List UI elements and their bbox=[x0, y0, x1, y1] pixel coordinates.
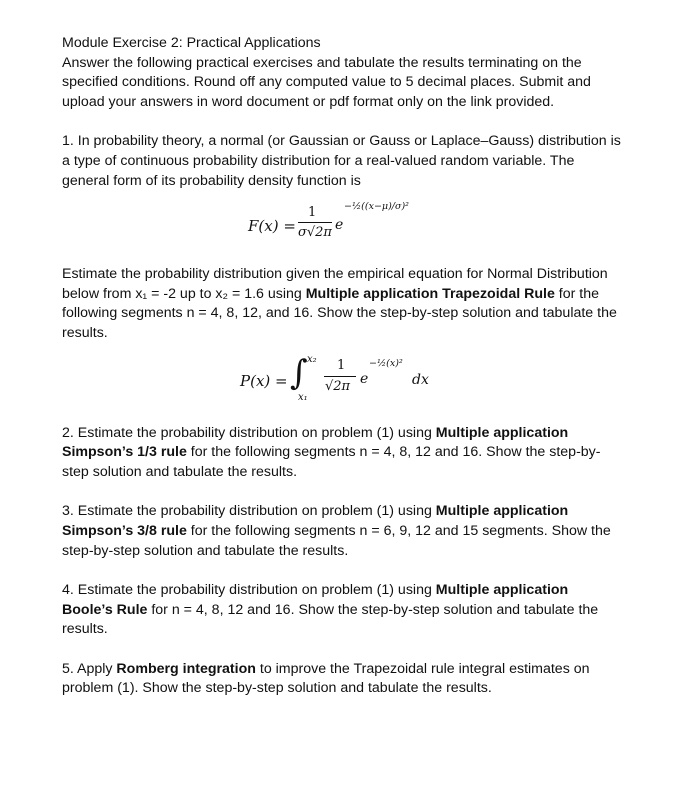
integral-fraction-bar bbox=[324, 376, 356, 377]
q3-post: for the following segments n = 6, 9, 12 and 15 segments. Show the step-by-step solution and tabulate the results. bbox=[62, 522, 611, 559]
question-1-text: 1. In probability theory, a normal (or Gaussian or Gauss or Laplace–Gauss) distribution is a type of continuous probability distribution for a real-valued random variable. The general form of its probability density function is bbox=[62, 133, 621, 189]
formula-e: e bbox=[335, 217, 344, 234]
integral-lhs: P(x) = bbox=[240, 371, 288, 390]
document-page bbox=[62, 34, 622, 699]
q4-pre: 4. Estimate the probability distribution on problem (1) using bbox=[62, 582, 436, 599]
integral-upper-limit: x₂ bbox=[307, 353, 317, 365]
q1-task-post: for the following segments n = 4, 8, 12, and 16. Show the step-by-step solution and tabulate the results. bbox=[62, 285, 617, 341]
integral-dx: dx bbox=[412, 371, 429, 388]
q1-task-method: Multiple application Trapezoidal Rule bbox=[305, 285, 555, 302]
question-3 bbox=[62, 502, 622, 561]
q2-post: for the following segments n = 4, 8, 12 and 16. Show the step-by-step solution and tabulate the results. bbox=[62, 444, 601, 480]
q2-method: Multiple application Simpson’s 1/3 rule bbox=[62, 424, 569, 461]
q2-pre: 2. Estimate the probability distribution on problem (1) using bbox=[62, 424, 436, 441]
formula-denominator: σ√2π bbox=[298, 225, 332, 241]
q3-method: Multiple application Simpson’s 3/8 rule bbox=[62, 503, 569, 539]
q5-pre: 5. Apply bbox=[62, 660, 117, 677]
question-5 bbox=[62, 660, 622, 699]
question-4 bbox=[62, 581, 622, 640]
pdf-formula bbox=[62, 191, 622, 265]
formula-numerator: 1 bbox=[308, 205, 317, 221]
q1-task-pre: Estimate the probability distribution given the empirical equation for Normal Distribution below from x₁ = -2 up to x₂ = 1.6 using bbox=[62, 266, 608, 302]
integral-numerator: 1 bbox=[337, 357, 346, 373]
integral-formula bbox=[62, 344, 622, 424]
integral-exponent: −½(x)² bbox=[369, 357, 403, 369]
formula-fraction-bar bbox=[298, 222, 332, 223]
integral-sign-icon: ∫ bbox=[290, 352, 308, 393]
module-title: Module Exercise 2: Practical Applications bbox=[62, 35, 321, 51]
formula-exponent: −½((x−μ)/σ)² bbox=[344, 201, 409, 213]
integral-e: e bbox=[360, 370, 369, 387]
integral-denominator: √2π bbox=[325, 378, 351, 394]
question-2 bbox=[62, 424, 622, 483]
q5-method: Romberg integration bbox=[116, 660, 256, 677]
q4-method: Multiple application Boole’s Rule bbox=[62, 582, 569, 618]
formula-lhs: F(x) = bbox=[248, 217, 296, 236]
q3-pre: 3. Estimate the probability distribution on problem (1) using bbox=[62, 503, 436, 520]
q5-post: to improve the Trapezoidal rule integral estimates on problem (1). Show the step-by-step solution and tabulate the results. bbox=[62, 660, 590, 697]
question-1-task bbox=[62, 265, 622, 343]
q4-post: for n = 4, 8, 12 and 16. Show the step-by-step solution and tabulate the results. bbox=[62, 601, 599, 638]
integral-lower-limit: x₁ bbox=[298, 391, 308, 403]
intro-paragraph: Answer the following practical exercises and tabulate the results terminating on the specified conditions. Round off any computed value to 5 decimal places. Submit and upload your answers in word document or pdf format only on the link provided. bbox=[62, 54, 591, 110]
